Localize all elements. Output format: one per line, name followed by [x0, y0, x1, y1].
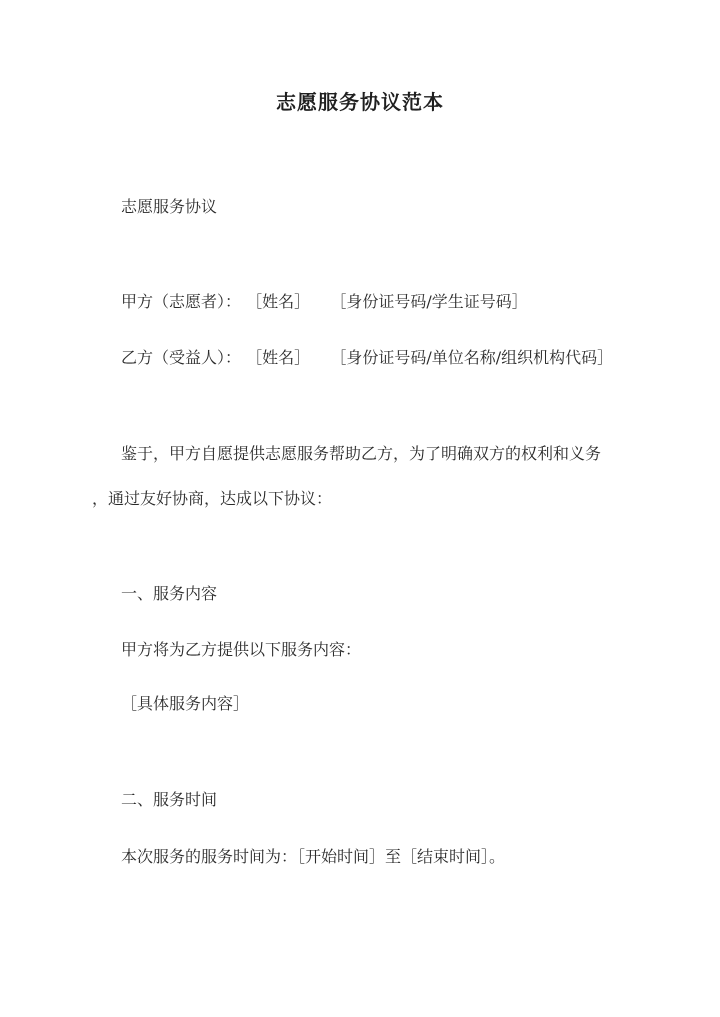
party-b-line	[121, 346, 613, 370]
party-a-id: ［身份证号码/学生证号码］	[330, 292, 528, 311]
party-a-name: ［姓名］	[246, 292, 311, 311]
section-1-text: 甲方将为乙方提供以下服务内容：	[121, 640, 362, 659]
document-subtitle: 志愿服务协议	[121, 197, 218, 216]
section-1-heading: 一、服务内容	[121, 584, 218, 603]
party-b-name: ［姓名］	[246, 348, 311, 367]
section-2-heading: 二、服务时间	[121, 790, 218, 809]
party-a-line	[121, 290, 528, 314]
party-a-label: 甲方（志愿者）：	[121, 292, 242, 311]
whereas-line-1: 鉴于，甲方自愿提供志愿服务帮助乙方，为了明确双方的权利和义务	[121, 444, 602, 463]
section-2-text: 本次服务的服务时间为：［开始时间］至［结束时间］。	[121, 847, 506, 866]
party-b-label: 乙方（受益人）：	[121, 348, 242, 367]
party-b-id: ［身份证号码/单位名称/组织机构代码］	[330, 348, 614, 367]
document-title: 志愿服务协议范本	[276, 90, 444, 114]
whereas-line-2: ，通过友好协商，达成以下协议：	[92, 489, 333, 508]
section-1-placeholder: ［具体服务内容］	[121, 694, 250, 713]
